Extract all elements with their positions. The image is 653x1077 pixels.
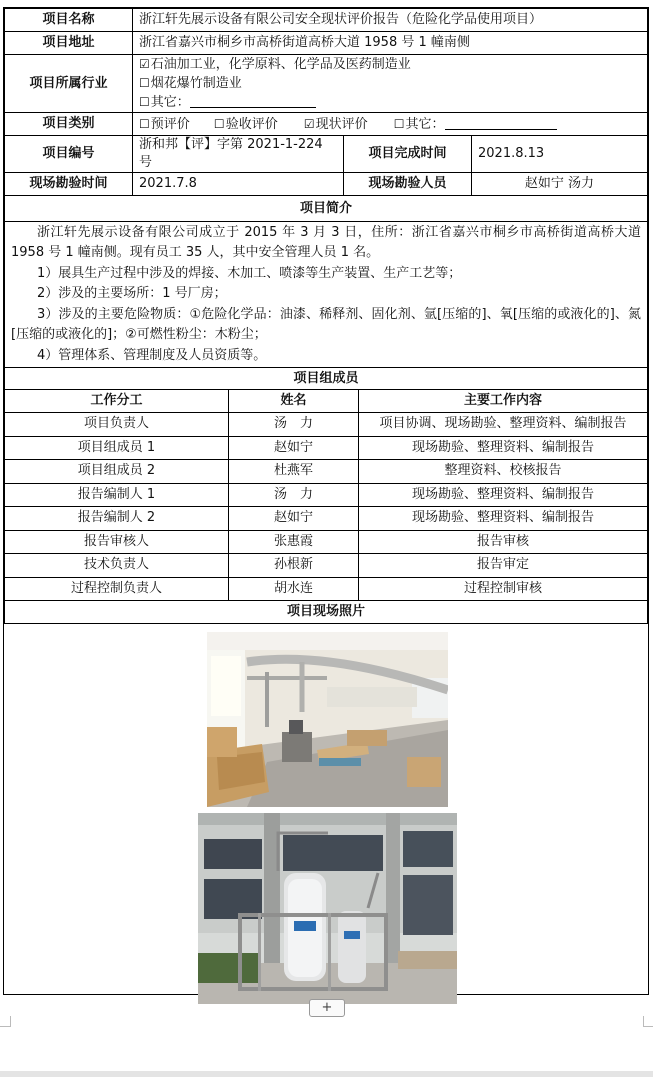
intro-paragraph: 4）管理体系、管理制度及人员资质等。 — [37, 347, 267, 363]
team-member-name: 赵如宁 — [229, 436, 359, 460]
workshop-photo — [207, 632, 448, 807]
industry-option-text: 其它： — [150, 95, 190, 110]
team-work: 整理资料、校核报告 — [359, 460, 648, 484]
category-option-3 — [304, 117, 368, 132]
project-name-label: 项目名称 — [5, 9, 133, 32]
team-role: 过程控制负责人 — [5, 577, 229, 601]
blank-underline — [445, 117, 557, 130]
team-header-work: 主要工作内容 — [359, 390, 648, 413]
gas-cylinders-photo — [198, 813, 457, 1004]
team-work: 报告审定 — [359, 554, 648, 578]
project-number-label: 项目编号 — [5, 136, 133, 173]
intro-body — [5, 222, 648, 368]
team-role: 报告编制人 2 — [5, 507, 229, 531]
team-title: 项目组成员 — [5, 368, 648, 390]
intro-paragraph: 浙江轩先展示设备有限公司成立于 2015 年 3 月 3 日，住所：浙江省嘉兴市桐乡市高桥街道高桥大道 1958 号 1 幢南侧。现有员工 35 人，其中安全管理人员 1 名。 — [11, 224, 641, 261]
team-work: 现场勘验、整理资料、编制报告 — [359, 436, 648, 460]
team-member-name: 汤 力 — [229, 483, 359, 507]
team-member-name: 孙根新 — [229, 554, 359, 578]
photos-title: 项目现场照片 — [5, 601, 648, 624]
team-member-name: 汤 力 — [229, 413, 359, 437]
table-row — [5, 530, 648, 554]
table-row — [5, 413, 648, 437]
survey-time-label: 现场勘验时间 — [5, 173, 133, 196]
team-role: 报告审核人 — [5, 530, 229, 554]
team-role: 报告编制人 1 — [5, 483, 229, 507]
team-member-name: 胡水连 — [229, 577, 359, 601]
industry-option-1 — [139, 55, 641, 74]
team-header-name: 姓名 — [229, 390, 359, 413]
team-work: 过程控制审核 — [359, 577, 648, 601]
table-row — [5, 507, 648, 531]
industry-option-text: 烟花爆竹制造业 — [150, 76, 242, 91]
table-row — [5, 554, 648, 578]
project-address-value: 浙江省嘉兴市桐乡市高桥街道高桥大道 1958 号 1 幢南侧 — [133, 32, 648, 55]
project-category-label: 项目类别 — [5, 113, 133, 136]
checkbox-icon: ☐ — [393, 116, 405, 131]
project-number-value: 浙和邦【评】字第 2021-1-224 号 — [133, 136, 344, 173]
industry-option-text: 石油加工业，化学原料、化学品及医药制造业 — [150, 57, 411, 72]
category-option-text: 预评价 — [150, 116, 190, 132]
team-member-name: 杜燕军 — [229, 460, 359, 484]
info-table — [4, 8, 648, 390]
intro-paragraph: 1）展具生产过程中涉及的焊接、木加工、喷漆等生产装置、生产工艺等； — [37, 265, 462, 281]
category-option-4 — [394, 117, 557, 132]
team-work: 现场勘验、整理资料、编制报告 — [359, 507, 648, 531]
project-address-label: 项目地址 — [5, 32, 133, 55]
category-option-2 — [214, 117, 278, 132]
category-option-text: 现状评价 — [315, 116, 368, 132]
blank-underline — [190, 95, 316, 108]
page-gap — [0, 1071, 653, 1077]
survey-staff-value: 赵如宁 汤力 — [472, 173, 648, 196]
survey-staff-label: 现场勘验人员 — [344, 173, 472, 196]
table-row — [5, 460, 648, 484]
project-industry-label: 项目所属行业 — [5, 55, 133, 113]
table-row — [5, 436, 648, 460]
project-industry-options — [133, 55, 648, 113]
team-member-name: 赵如宁 — [229, 507, 359, 531]
checkbox-icon: ☐ — [213, 116, 225, 131]
category-option-text: 其它： — [405, 116, 445, 132]
category-option-1 — [139, 117, 190, 132]
team-table — [4, 389, 648, 624]
checkbox-icon: ☐ — [139, 76, 150, 90]
team-work: 项目协调、现场勘验、整理资料、编制报告 — [359, 413, 648, 437]
survey-time-value: 2021.7.8 — [133, 173, 344, 196]
team-header-role: 工作分工 — [5, 390, 229, 413]
table-row — [5, 483, 648, 507]
finish-time-label: 项目完成时间 — [344, 136, 472, 173]
industry-option-2 — [139, 74, 641, 93]
team-member-name: 张惠霞 — [229, 530, 359, 554]
team-role: 技术负责人 — [5, 554, 229, 578]
intro-paragraph: 3）涉及的主要危险物质：①危险化学品：油漆、稀释剂、固化剂、氩[压缩的]、氧[压缩的或液化的]、氮[压缩的或液化的]；②可燃性粉尘：木粉尘； — [11, 306, 641, 343]
industry-option-3 — [139, 93, 641, 112]
expand-button[interactable]: + — [309, 999, 345, 1017]
report-form — [3, 7, 649, 995]
checkbox-icon: ☐ — [139, 116, 150, 131]
table-row — [5, 577, 648, 601]
finish-time-value: 2021.8.13 — [472, 136, 648, 173]
checked-box-icon: ☑ — [303, 116, 315, 131]
category-option-text: 验收评价 — [225, 116, 278, 132]
page-corner-mark — [0, 1016, 11, 1027]
intro-title: 项目简介 — [5, 196, 648, 222]
team-role: 项目负责人 — [5, 413, 229, 437]
team-work: 现场勘验、整理资料、编制报告 — [359, 483, 648, 507]
project-category-options — [133, 113, 648, 136]
intro-paragraph: 2）涉及的主要场所：1 号厂房； — [37, 286, 227, 302]
team-work: 报告审核 — [359, 530, 648, 554]
checked-box-icon: ☑ — [139, 57, 150, 71]
project-name-value: 浙江轩先展示设备有限公司安全现状评价报告（危险化学品使用项目） — [133, 9, 648, 32]
page-corner-mark — [643, 1016, 653, 1027]
checkbox-icon: ☐ — [139, 95, 150, 109]
team-role: 项目组成员 1 — [5, 436, 229, 460]
team-role: 项目组成员 2 — [5, 460, 229, 484]
